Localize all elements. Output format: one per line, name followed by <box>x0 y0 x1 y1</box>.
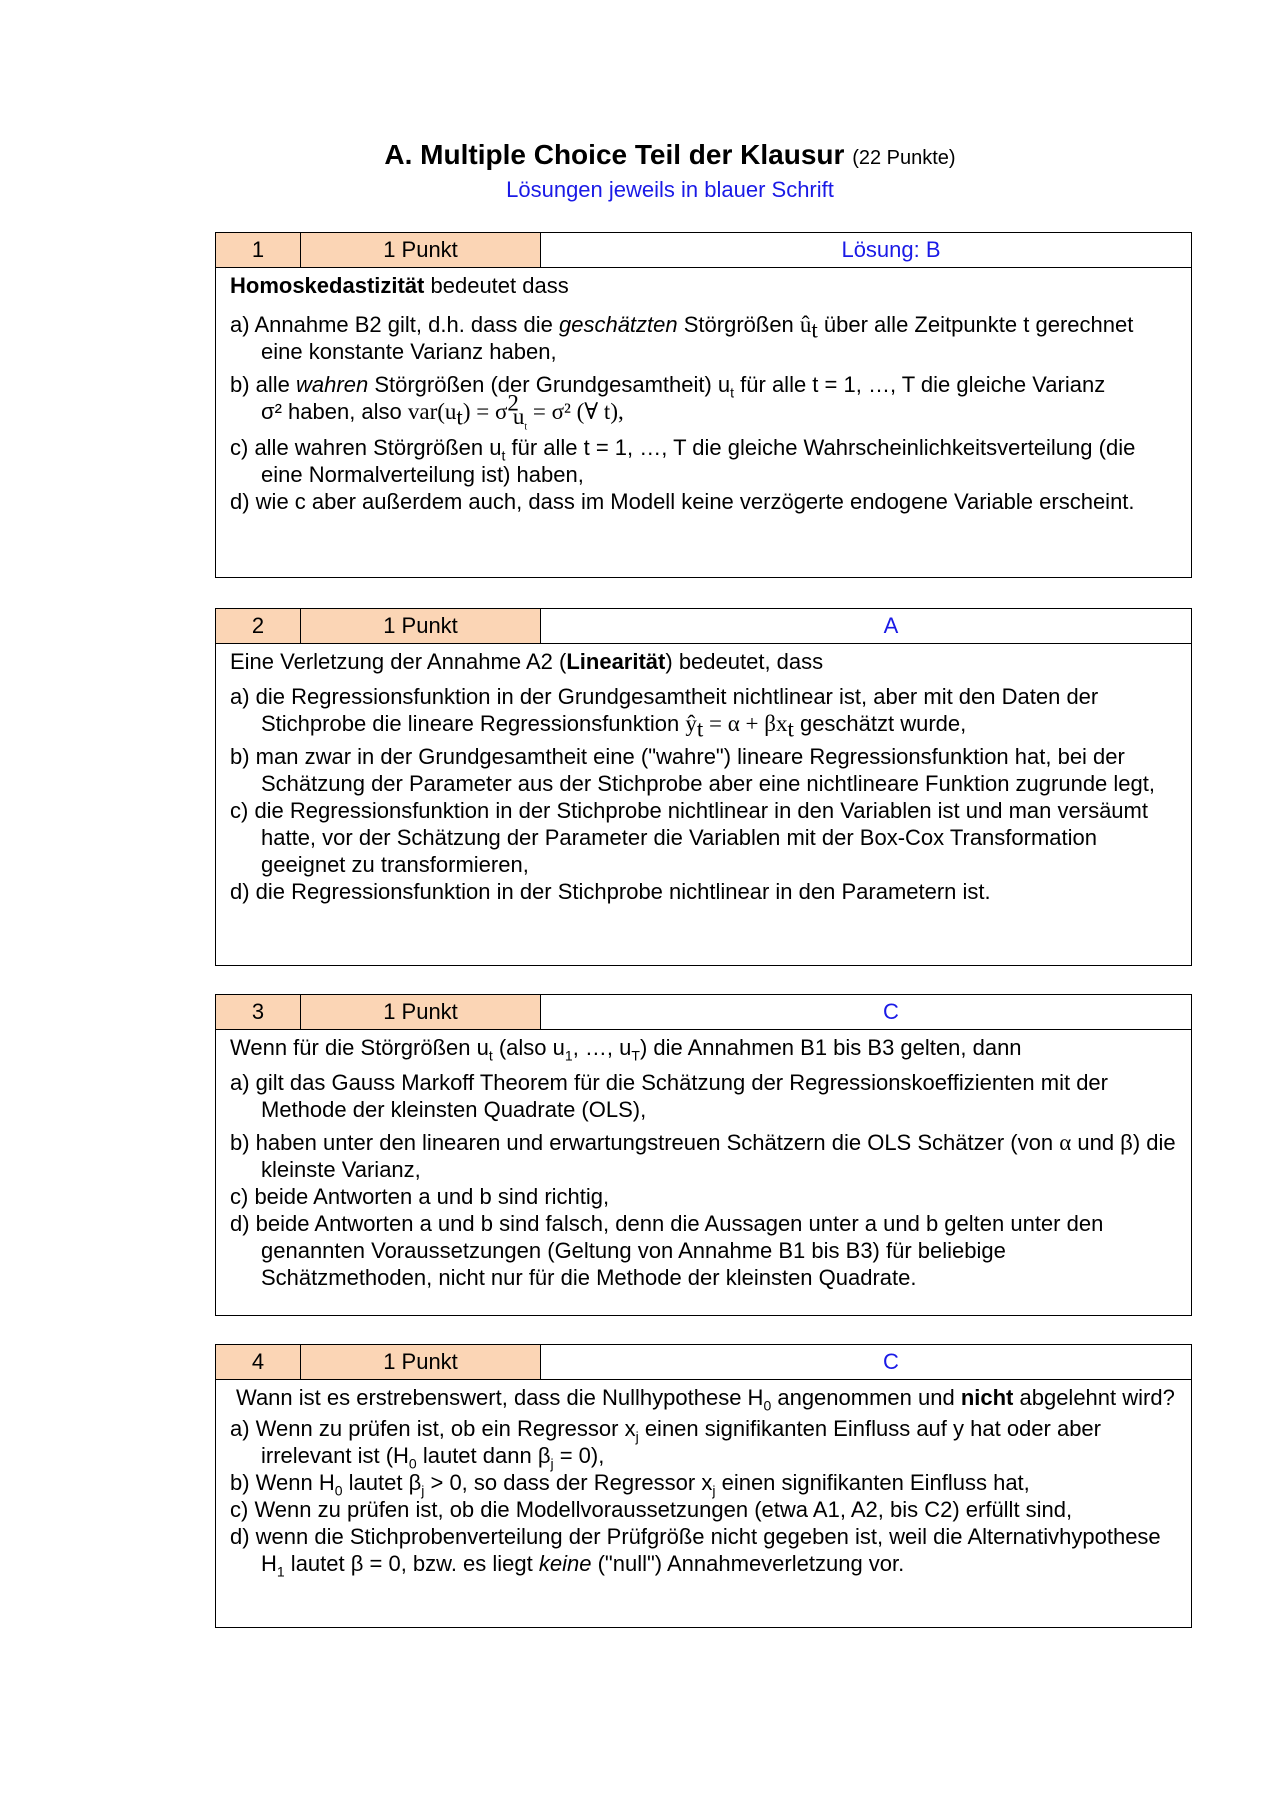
question-2 <box>215 608 1192 966</box>
question-points: 1 Punkt <box>301 233 541 267</box>
total-points: (22 Punkte) <box>852 147 956 169</box>
question-3 <box>215 994 1192 1316</box>
question-solution: C <box>883 999 899 1024</box>
question-header <box>216 995 1191 1030</box>
question-number: 3 <box>216 995 301 1029</box>
question-4 <box>215 1344 1192 1628</box>
option-b: b) Wenn $H_0$ lautet $\beta_j > 0$, so dass der Regressor $x_j$ einen signifikanten Einfluss hat, <box>230 1470 1030 1499</box>
question-stem: Eine Verletzung der Annahme A2 (Linearität) bedeutet, dass <box>230 649 824 674</box>
question-number: 2 <box>216 609 301 643</box>
option-c: c) die Regressionsfunktion in der Stichprobe nichtlinear in den Variablen ist und man versäumt hatte, vor der Schätzung der Parameter die Variablen mit der Box-Cox Transformation geeignet zu transformieren, <box>230 798 1148 877</box>
option-b: b) alle wahren Störgrößen (der Grundgesamtheit) $u_t$ für alle t = 1, …, T die gleiche Varianz σ² haben, also $var(u_t) = \sigma^2_{u_t} = \sigma^2$ (∀ t), <box>230 372 1106 433</box>
question-1 <box>215 232 1192 578</box>
option-a: a) die Regressionsfunktion in der Grundgesamtheit nichtlinear ist, aber mit den Daten der Stichprobe die lineare Regressionsfunktion $ŷ_t = \alpha + \beta x_t$ geschätzt wurde, <box>230 684 1099 742</box>
option-c: c) beide Antworten a und b sind richtig, <box>230 1184 610 1209</box>
option-b: b) man zwar in der Grundgesamtheit eine ("wahre") lineare Regressionsfunktion hat, bei der Schätzung der Parameter aus der Stichprobe aber eine nichtlineare Funktion zugrunde legt, <box>230 744 1155 796</box>
option-a: a) gilt das Gauss Markoff Theorem für die Schätzung der Regressionskoeffizienten mit der Methode der kleinsten Quadrate (OLS), <box>230 1070 1108 1122</box>
option-d: d) die Regressionsfunktion in der Stichprobe nichtlinear in den Parametern ist. <box>230 879 991 904</box>
question-points: 1 Punkt <box>301 609 541 643</box>
question-number: 1 <box>216 233 301 267</box>
title-line <box>0 138 1280 175</box>
question-body <box>216 268 1191 521</box>
question-stem: Wenn für die Störgrößen $u_t$ (also $u_1$, …, $u_T$) die Annahmen B1 bis B3 gelten, dann <box>230 1035 1022 1064</box>
question-solution: C <box>883 1349 899 1374</box>
question-stem: Wann ist es erstrebenswert, dass die Nullhypothese $H_0$ angenommen und nicht abgelehnt wird? <box>236 1385 1175 1414</box>
page-title: A. Multiple Choice Teil der Klausur <box>384 139 845 170</box>
question-body <box>216 644 1191 911</box>
option-a: a) Annahme B2 gilt, d.h. dass die geschätzten Störgrößen $û_t$ über alle Zeitpunkte t gerechnet eine konstante Varianz haben, <box>230 312 1134 364</box>
option-d: d) wie c aber außerdem auch, dass im Modell keine verzögerte endogene Variable erscheint. <box>230 488 1135 514</box>
question-header <box>216 233 1191 268</box>
option-b: b) haben unter den linearen und erwartungstreuen Schätzern die OLS Schätzer (von α und β) die kleinste Varianz, <box>230 1130 1176 1182</box>
question-stem: Homoskedastizität bedeutet dass <box>230 273 569 298</box>
page-subtitle: Lösungen jeweils in blauer Schrift <box>506 177 834 202</box>
question-number: 4 <box>216 1345 301 1379</box>
question-solution: Lösung: B <box>841 237 941 262</box>
question-points: 1 Punkt <box>301 1345 541 1379</box>
question-header <box>216 609 1191 644</box>
question-body <box>216 1030 1191 1297</box>
option-a: a) Wenn zu prüfen ist, ob ein Regressor $x_j$ einen signifikanten Einfluss auf y hat oder aber irrelevant ist ($H_0$ lautet dann $\beta_j = 0$), <box>230 1416 1101 1472</box>
option-c: c) alle wahren Störgrößen $u_t$ für alle t = 1, …, T die gleiche Wahrscheinlichkeitsverteilung (die eine Normalverteilung ist) haben, <box>230 434 1136 487</box>
question-body <box>216 1380 1191 1583</box>
option-d: d) wenn die Stichprobenverteilung der Prüfgröße nicht gegeben ist, weil die Alternativhypothese $H_1$ lautet β = 0, bzw. es liegt keine ("null") Annahmeverletzung vor. <box>230 1524 1161 1580</box>
question-header <box>216 1345 1191 1380</box>
option-c: c) Wenn zu prüfen ist, ob die Modellvoraussetzungen (etwa A1, A2, bis C2) erfüllt sind, <box>230 1497 1073 1522</box>
page-header <box>0 138 1280 204</box>
option-d: d) beide Antworten a und b sind falsch, denn die Aussagen unter a und b gelten unter den genannten Voraussetzungen (Geltung von Annahme B1 bis B3) für beliebige Schätzmethoden, nicht nur für die Methode der kleinsten Quadrate. <box>230 1211 1104 1290</box>
question-solution: A <box>883 613 899 638</box>
question-points: 1 Punkt <box>301 995 541 1029</box>
